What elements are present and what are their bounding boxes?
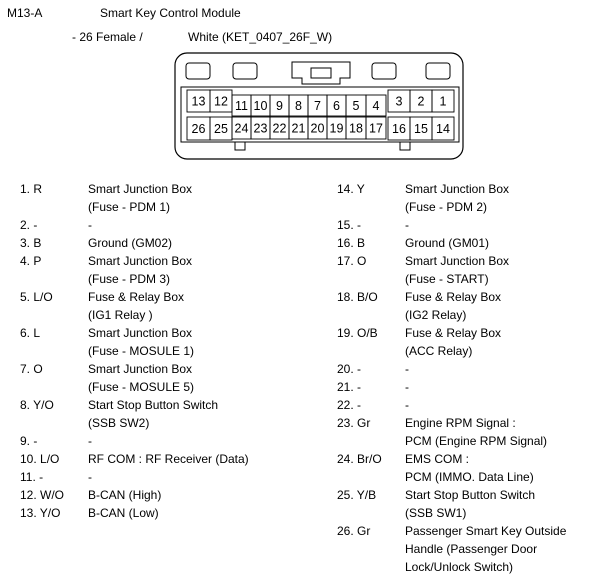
pin-description-line: Ground (GM02) xyxy=(88,236,173,250)
pin-description-line: - xyxy=(405,218,409,232)
pin-description xyxy=(405,252,509,288)
pin-description-line: - xyxy=(405,380,409,394)
pin-description-line: Smart Junction Box xyxy=(88,326,193,340)
pin-number: 25 xyxy=(214,122,228,136)
pin-description-line: (Fuse - MOSULE 1) xyxy=(88,344,195,358)
pin-description xyxy=(405,360,409,378)
pin-label: 18. B/O xyxy=(337,290,378,304)
pin-number: 15 xyxy=(414,122,428,136)
pin-description-line: (Fuse - START) xyxy=(405,272,489,286)
pin-number: 6 xyxy=(333,99,340,113)
pin-description xyxy=(88,180,192,216)
pin-number: 23 xyxy=(253,121,268,136)
pin-label: 6. L xyxy=(20,326,41,340)
pin-description-line: (Fuse - PDM 3) xyxy=(88,272,171,286)
pin-description-line: - xyxy=(405,398,409,412)
pin-description-line: - xyxy=(405,362,409,376)
latch-tab-left xyxy=(186,63,210,79)
pin-description-line: (SSB SW2) xyxy=(88,416,150,430)
pin-description xyxy=(88,450,249,468)
center-lock xyxy=(292,62,350,84)
pin-description-line: Engine RPM Signal : xyxy=(405,416,516,430)
pin-description-line: Fuse & Relay Box xyxy=(405,326,502,340)
pin-description-line: (Fuse - PDM 2) xyxy=(405,200,488,214)
pin-description-line: (Fuse - PDM 1) xyxy=(88,200,171,214)
pin-label: 12. W/O xyxy=(20,488,65,502)
pin-description-line: Start Stop Button Switch xyxy=(88,398,219,412)
pin-label: 22. - xyxy=(337,398,362,412)
pin-number: 7 xyxy=(314,99,321,113)
pin-description-line: (IG2 Relay) xyxy=(405,308,467,322)
connector-diagram xyxy=(0,0,592,180)
pin-description-line: (ACC Relay) xyxy=(405,344,473,358)
pin-number: 17 xyxy=(369,121,383,136)
pin-number: 8 xyxy=(295,99,302,113)
pin-label: 20. - xyxy=(337,362,362,376)
pin-number: 4 xyxy=(372,99,380,113)
pin-number: 14 xyxy=(436,122,450,136)
pin-number: 12 xyxy=(214,94,228,109)
pin-description xyxy=(405,324,501,360)
pin-label: 10. L/O xyxy=(20,452,60,466)
pin-description-line: Smart Junction Box xyxy=(88,182,193,196)
pin-label: 19. O/B xyxy=(337,326,378,340)
pin-description-line: EMS COM : xyxy=(405,452,470,466)
pin-description-line: - xyxy=(88,434,92,448)
pin-label: 8. Y/O xyxy=(20,398,54,412)
pin-label: 21. - xyxy=(337,380,362,394)
connector-color-part: White (KET_0407_26F_W) xyxy=(188,30,333,44)
pin-description-line: Lock/Unlock Switch) xyxy=(405,560,514,574)
pin-description xyxy=(88,216,92,234)
pin-number: 2 xyxy=(417,94,425,109)
pin-label: 7. O xyxy=(20,362,43,376)
pin-number: 5 xyxy=(352,99,360,113)
pin-label: 16. B xyxy=(337,236,366,250)
pin-description-line: Fuse & Relay Box xyxy=(88,290,185,304)
pin-number: 26 xyxy=(191,122,206,136)
pin-description xyxy=(405,414,547,450)
pin-description-line: Smart Junction Box xyxy=(405,182,510,196)
pin-description-line: PCM (IMMO. Data Line) xyxy=(405,470,534,484)
pin-number: 20 xyxy=(310,121,325,136)
pin-description xyxy=(405,450,534,486)
pin-description xyxy=(405,522,566,576)
pin-number: 3 xyxy=(395,94,403,109)
pin-description xyxy=(88,432,92,450)
pin-description-line: B-CAN (Low) xyxy=(88,506,159,520)
pin-number: 22 xyxy=(272,121,287,136)
connector-subtitle: - 26 Female / xyxy=(72,30,143,44)
pin-description xyxy=(88,396,218,432)
latch-tab-mid-left xyxy=(233,63,257,79)
pin-description-line: (SSB SW1) xyxy=(405,506,467,520)
pin-description xyxy=(405,180,509,216)
pin-description-line: - xyxy=(88,470,92,484)
pin-description xyxy=(88,252,192,288)
pin-label: 15. - xyxy=(337,218,362,232)
pin-description xyxy=(405,234,489,252)
pin-description xyxy=(88,486,161,504)
pin-description-line: B-CAN (High) xyxy=(88,488,162,502)
connector-code: M13-A xyxy=(7,6,43,20)
pin-label: 3. B xyxy=(20,236,42,250)
pin-description-line: Start Stop Button Switch xyxy=(405,488,536,502)
pin-label: 23. Gr xyxy=(337,416,371,430)
pin-description xyxy=(88,504,159,522)
pin-description-line: Passenger Smart Key Outside xyxy=(405,524,567,538)
pin-description-line: (Fuse - MOSULE 5) xyxy=(88,380,195,394)
pin-description-line: Ground (GM01) xyxy=(405,236,490,250)
pin-description xyxy=(88,468,92,486)
pin-description-line: (IG1 Relay ) xyxy=(88,308,153,322)
pin-description-line: Fuse & Relay Box xyxy=(405,290,502,304)
pin-number: 1 xyxy=(439,94,447,109)
pin-description-line: - xyxy=(88,218,92,232)
pin-description-line: Handle (Passenger Door xyxy=(405,542,538,556)
pin-label: 4. P xyxy=(20,254,42,268)
pin-description-line: Smart Junction Box xyxy=(88,254,193,268)
pin-number: 11 xyxy=(235,99,248,113)
pin-label: 13. Y/O xyxy=(20,506,61,520)
pin-label: 1. R xyxy=(20,182,43,196)
pin-number: 9 xyxy=(276,99,283,113)
pin-label: 17. O xyxy=(337,254,367,268)
pin-description xyxy=(405,486,535,522)
pin-description xyxy=(88,234,172,252)
pin-label: 11. - xyxy=(20,470,44,484)
pin-description xyxy=(88,324,194,360)
pin-description xyxy=(88,288,184,324)
pin-label: 14. Y xyxy=(337,182,365,196)
pin-description-line: PCM (Engine RPM Signal) xyxy=(405,434,548,448)
pin-description xyxy=(405,378,409,396)
pin-number: 21 xyxy=(291,121,306,136)
pin-number: 24 xyxy=(234,121,249,136)
pin-description xyxy=(405,288,501,324)
pin-label: 26. Gr xyxy=(337,524,371,538)
pin-description xyxy=(88,360,194,396)
pin-label: 24. Br/O xyxy=(337,452,382,466)
center-lock-inner xyxy=(311,68,331,78)
pin-label: 2. - xyxy=(20,218,38,232)
pin-number: 10 xyxy=(253,99,268,113)
pin-number: 19 xyxy=(329,121,344,136)
pin-number: 13 xyxy=(191,94,206,109)
latch-tab-mid-right xyxy=(372,63,396,79)
pin-description-line: Smart Junction Box xyxy=(88,362,193,376)
pin-number: 16 xyxy=(392,122,406,136)
pin-label: 9. - xyxy=(20,434,38,448)
latch-tab-right xyxy=(426,63,450,79)
key-right xyxy=(400,142,410,150)
pin-description-line: Smart Junction Box xyxy=(405,254,510,268)
pin-description xyxy=(405,216,409,234)
pin-description xyxy=(405,396,409,414)
pin-number: 18 xyxy=(349,121,363,136)
component-title: Smart Key Control Module xyxy=(100,6,241,20)
pin-label: 25. Y/B xyxy=(337,488,377,502)
pin-label: 5. L/O xyxy=(20,290,53,304)
pin-description-line: RF COM : RF Receiver (Data) xyxy=(88,452,249,466)
key-left xyxy=(235,142,245,150)
